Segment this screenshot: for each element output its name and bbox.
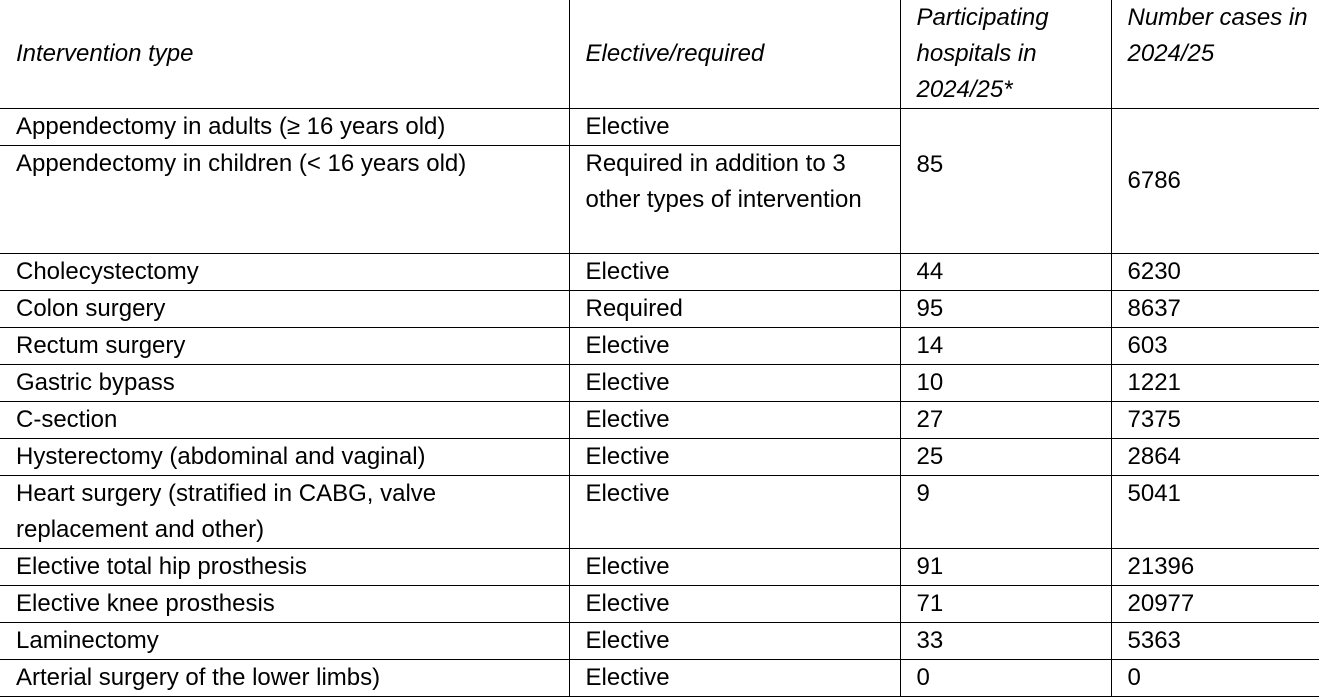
cell-elective: Elective	[569, 254, 900, 291]
cell-cases: 7375	[1111, 402, 1319, 439]
cell-intervention: Laminectomy	[0, 623, 569, 660]
cell-elective: Elective	[569, 402, 900, 439]
header-number-cases: Number cases in 2024/25	[1111, 0, 1319, 109]
cell-intervention: Appendectomy in adults (≥ 16 years old)	[0, 109, 569, 146]
cell-intervention: C-section	[0, 402, 569, 439]
table-row	[0, 476, 1319, 549]
table-row	[0, 660, 1319, 697]
cell-cases: 21396	[1111, 549, 1319, 586]
cell-cases: 20977	[1111, 586, 1319, 623]
cell-hospitals-merged: 85	[900, 109, 1111, 254]
cell-elective: Required	[569, 291, 900, 328]
cell-hospitals: 95	[900, 291, 1111, 328]
table-row	[0, 402, 1319, 439]
cell-elective: Elective	[569, 549, 900, 586]
header-intervention-type: Intervention type	[0, 0, 569, 109]
cell-elective: Elective	[569, 365, 900, 402]
table-row	[0, 109, 1319, 146]
cell-elective: Elective	[569, 586, 900, 623]
table-row	[0, 291, 1319, 328]
cell-cases: 603	[1111, 328, 1319, 365]
cell-intervention: Elective total hip prosthesis	[0, 549, 569, 586]
cell-elective: Required in addition to 3 other types of intervention	[569, 146, 900, 254]
cell-hospitals: 14	[900, 328, 1111, 365]
cell-cases: 5041	[1111, 476, 1319, 549]
cell-hospitals: 27	[900, 402, 1111, 439]
cell-intervention: Appendectomy in children (< 16 years old)	[0, 146, 569, 254]
cell-elective: Elective	[569, 328, 900, 365]
cell-elective: Elective	[569, 439, 900, 476]
cell-cases: 6230	[1111, 254, 1319, 291]
cell-hospitals: 10	[900, 365, 1111, 402]
cell-hospitals: 71	[900, 586, 1111, 623]
cell-cases: 5363	[1111, 623, 1319, 660]
table-row	[0, 365, 1319, 402]
table-row	[0, 254, 1319, 291]
table-row	[0, 586, 1319, 623]
cell-intervention: Colon surgery	[0, 291, 569, 328]
cell-elective: Elective	[569, 476, 900, 549]
cell-hospitals: 33	[900, 623, 1111, 660]
cell-cases: 8637	[1111, 291, 1319, 328]
cell-intervention: Heart surgery (stratified in CABG, valve replacement and other)	[0, 476, 569, 549]
header-elective-required: Elective/required	[569, 0, 900, 109]
cell-intervention: Hysterectomy (abdominal and vaginal)	[0, 439, 569, 476]
cell-intervention: Gastric bypass	[0, 365, 569, 402]
table-header-row	[0, 0, 1319, 109]
table-row	[0, 328, 1319, 365]
cell-hospitals: 44	[900, 254, 1111, 291]
header-participating-hospitals: Participating hospitals in 2024/25*	[900, 0, 1111, 109]
cell-cases: 1221	[1111, 365, 1319, 402]
cell-intervention: Cholecystectomy	[0, 254, 569, 291]
cell-hospitals: 91	[900, 549, 1111, 586]
cell-elective: Elective	[569, 109, 900, 146]
cell-cases-merged: 6786	[1111, 109, 1319, 254]
cell-hospitals: 25	[900, 439, 1111, 476]
cell-intervention: Arterial surgery of the lower limbs)	[0, 660, 569, 697]
cell-hospitals: 9	[900, 476, 1111, 549]
cell-intervention: Elective knee prosthesis	[0, 586, 569, 623]
cell-elective: Elective	[569, 660, 900, 697]
cell-cases: 0	[1111, 660, 1319, 697]
table-row	[0, 439, 1319, 476]
cell-cases: 2864	[1111, 439, 1319, 476]
cell-intervention: Rectum surgery	[0, 328, 569, 365]
table-row	[0, 549, 1319, 586]
table-row	[0, 623, 1319, 660]
cell-hospitals: 0	[900, 660, 1111, 697]
cell-elective: Elective	[569, 623, 900, 660]
